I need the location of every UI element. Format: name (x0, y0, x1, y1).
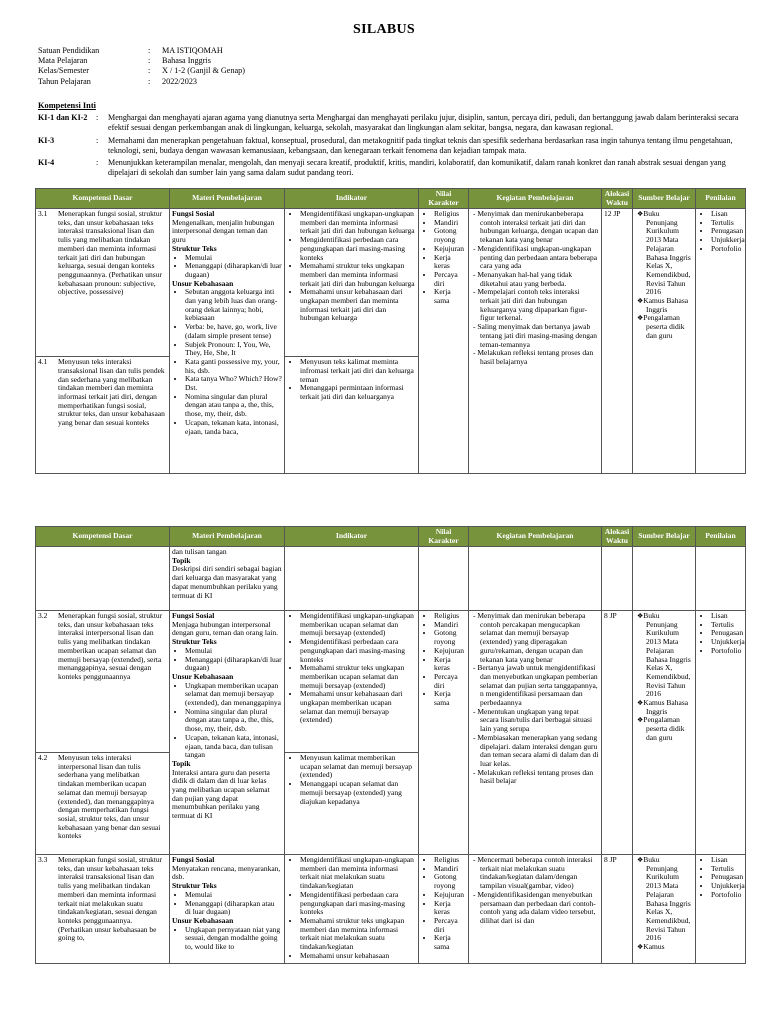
syllabus-table-1 (35, 188, 746, 474)
penilaian-cell (696, 209, 746, 474)
materi-heading: Unsur Kebahasaan (172, 278, 234, 288)
list-item: • Mengidentifikasi perbedaan cara pengungkapan dari masing-masing konteks (300, 236, 416, 262)
list-item: • Kerja sama (434, 288, 466, 305)
list-item: - Saling menyimak dan bertanya jawab tentang jati diri masing-masing dengan teman-temannya (480, 323, 599, 349)
list-item: • Lisan (711, 210, 743, 219)
header-sumber-belajar: Sumber Belajar (633, 189, 696, 209)
list-item: • Menyusun kalimat memberikan ucapan selamat dan memuji bersayap (extended) (300, 754, 416, 780)
materi-cell (170, 855, 285, 964)
table-row (36, 547, 746, 611)
header-alokasi-waktu: Alokasi Waktu (602, 527, 633, 547)
kd-cell (36, 209, 170, 357)
ki-text: Menghargai dan menghayati ajaran agama yang dianutnya serta Menghargai dan menghayati perilaku jujur, disiplin, santun, percaya diri, peduli, dan bertanggung jawab dalam berinteraksi secara efektif sesuai dengan perkembangan anak di lingkungan, keluarga, sekolah, masyarakat dan lingkungan alam sekitar, bangsa, negara, dan kawasan regional. (108, 113, 739, 132)
header-indikator: Indikator (285, 189, 419, 209)
kegiatan-cell (469, 209, 602, 474)
list-item: • Memulai (185, 891, 282, 900)
list-item: • Mengidentifikasi ungkapan-ungkapan memberi dan meminta informasi terkait niat melakukan suatu tindakan/kegiatan (300, 856, 416, 891)
indikator-cell (285, 209, 419, 357)
list-item: ❖ Pengalaman peserta didik dan guru (646, 314, 693, 340)
page-title: SILABUS (352, 22, 416, 37)
sumber-cell (633, 611, 696, 855)
list-item: • Kerja sama (434, 934, 466, 951)
list-item: ❖ Buku Penunjang Kurikulum 2013 Mata Pelajaran Bahasa Inggris Kelas X, Kemendikbud, Revisi Tahun 2016 (646, 612, 693, 699)
list-item: • Kerja keras (434, 254, 466, 271)
kd-number: 3.1 (38, 209, 48, 218)
list-item: • Subjek Pronoun: I, You, We, They, He, She, It (185, 341, 282, 358)
list-item: • Menanggapi ucapan selamat dan memuji bersayap (extended) yang diajukan kepadanya (300, 780, 416, 806)
materi-heading: Struktur Teks (172, 243, 217, 253)
list-item: ❖ Kamus Bahasa Inggris (646, 297, 693, 314)
sumber-cell (633, 547, 696, 611)
indikator-cell (285, 547, 419, 611)
list-item: • Kerja keras (434, 656, 466, 673)
karakter-list (421, 612, 466, 708)
indikator-cell (285, 753, 419, 855)
list-item: - Membiasakan menerapkan yang sedang dipelajari. dalam interaksi dengan guru dan teman secara alami di dalam dan di luar kelas. (480, 734, 599, 769)
header-indikator: Indikator (285, 527, 419, 547)
karakter-list (421, 210, 466, 306)
list-item: • Memulai (185, 647, 282, 656)
penilaian-list (698, 856, 743, 900)
table-header-row (36, 189, 746, 209)
list-item: • Menanggapi (diharapkan/di luar dugaan) (185, 656, 282, 673)
header-sumber-belajar: Sumber Belajar (633, 527, 696, 547)
header-nilai-karakter: Nilai Karakter (419, 189, 469, 209)
sumber-list (635, 612, 693, 743)
penilaian-cell (696, 855, 746, 964)
list-item: • Mengidentifikasi perbedaan cara pengungkapan dari masing-masing konteks (300, 891, 416, 917)
list-item: - Menyimak dan menirukan beberapa contoh percakapan mengucapkan selamat dan memuji bersayap (extended) yang diperagakan guru/rekaman, dengan ucapan dan tekanan kata yang benar (480, 612, 599, 664)
meta-row: Kelas/Semester : X / 1-2 (Ganjil & Genap) (38, 66, 245, 76)
materi-list (172, 254, 282, 280)
indikator-list (287, 612, 416, 725)
materi-heading: Topik (172, 758, 191, 768)
list-item: • Lisan (711, 612, 743, 621)
ki-code: KI-3 (38, 136, 55, 145)
table-row (36, 611, 746, 753)
list-item: • Nomina singular dan plural dengan atau tanpa a, the, this, those, my, their, dsb. (185, 708, 282, 734)
header-nilai-karakter: Nilai Karakter (419, 527, 469, 547)
list-item: • Ucapan, tekanan kata, intonasi, ejaan, tanda baca, (185, 419, 282, 436)
kd-cell (36, 547, 170, 611)
list-item: ❖ Buku Penunjang Kurikulum 2013 Mata Pelajaran Bahasa Inggris Kelas X, Kemendikbud, Revisi Tahun 2016 (646, 210, 693, 297)
materi-text: Mengenalkan, menjalin hubungan interpersonal dengan teman dan guru (172, 217, 275, 245)
sumber-cell (633, 855, 696, 964)
karakter-cell (419, 547, 469, 611)
ki-row: KI-3 : Memahami dan menerapkan pengetahuan faktual, konseptual, prosedural, dan metakognitif pada tingkat teknis dan spesifik sederhana berdasarkan rasa ingin tahunya tentang ilmu pengetahuan, teknologi, seni, budaya dengan wawasan kemanusiaan, kebangsaan, dan kenegaraan terkait fenomena dan kejadian tampak mata. (38, 136, 746, 155)
kegiatan-list (471, 210, 599, 367)
list-item: • Mandiri (434, 865, 466, 874)
list-item: • Mengidentifikasi ungkapan-ungkapan memberi dan meminta informasi terkait jati diri dan hubungan keluarga (300, 210, 416, 236)
list-item: • Unjukkerja (711, 882, 743, 891)
ki-code: KI-4 (38, 158, 55, 167)
list-item: • Penugasan (711, 873, 743, 882)
meta-label: Tahun Pelajaran (38, 76, 91, 86)
list-item: • Kerja sama (434, 690, 466, 707)
list-item: • Menyusun teks kalimat meminta infromasi terkait jati diri dan keluarga teman (300, 358, 416, 384)
header-materi: Materi Pembelajaran (170, 189, 285, 209)
header-kegiatan: Kegiatan Pembelajaran (469, 189, 602, 209)
indikator-list (287, 754, 416, 806)
list-item: • Penugasan (711, 227, 743, 236)
ki-text: Menunjukkan keterampilan menalar, mengolah, dan menyaji secara kreatif, produktif, kritis, mandiri, kolaboratif, dan komunikatif, dalam ranah konkret dan ranah abstrak sesuai dengan yang dipelajari di sekolah dan sumber lain yang sama dalam sudut pandang teori. (108, 158, 726, 177)
kd-number: 4.1 (38, 357, 48, 367)
list-item: • Portofolio (711, 647, 743, 656)
kegiatan-cell (469, 547, 602, 611)
list-item: • Mengidentifikasi ungkapan-ungkapan memberikan ucapan selamat dan memuji bersayap (extended) (300, 612, 416, 638)
indikator-list (287, 358, 416, 402)
list-item: • Tertulis (711, 219, 743, 228)
list-item: - Melakukan refleksi tentang proses dan hasil belajarnya (480, 349, 599, 366)
list-item: - Menanyakan hal-hal yang tidak diketahui atau yang berbeda. (480, 271, 599, 288)
list-item: • Mengidentifikasi perbedaan cara pengungkapan dari masing-masing konteks (300, 638, 416, 664)
list-item: • Mandiri (434, 621, 466, 630)
materi-list (172, 647, 282, 673)
list-item: • Tertulis (711, 865, 743, 874)
kegiatan-list (471, 612, 599, 786)
list-item: • Portofolio (711, 245, 743, 254)
list-item: • Portofolio (711, 891, 743, 900)
header-kompetensi-dasar: Kompetensi Dasar (36, 189, 170, 209)
list-item: • Percaya diri (434, 271, 466, 288)
materi-text: Deskripsi diri sendiri sebagai bagian dari keluarga dan masyarakat yang dapat menumbuhkan perilaku yang termuat di KI (172, 564, 282, 600)
list-item: • Tertulis (711, 621, 743, 630)
sumber-list (635, 856, 693, 952)
meta-value: X / 1-2 (Ganjil & Genap) (162, 66, 245, 76)
header-kompetensi-dasar: Kompetensi Dasar (36, 527, 170, 547)
meta-row: Tahun Pelajaran : 2022/2023 (38, 76, 198, 86)
header-penilaian: Penilaian (696, 189, 746, 209)
table-header-row (36, 527, 746, 547)
ki-row: KI-4 : Menunjukkan keterampilan menalar, mengolah, dan menyaji secara kreatif, produktif, kritis, mandiri, kolaboratif, dan komunikatif, dalam ranah konkret dan ranah abstrak sesuai dengan yang dipelajari di sekolah dan sumber lain yang sama dalam sudut pandang teori. (38, 158, 746, 177)
kd-text: Menerapkan fungsi sosial, struktur teks, dan unsur kebahasaan teks interaksi interpersonal lisan dan tulis yang melibatkan tindakan memberikan ucapan selamat dan memuji bersayap (extended), serta menanggapinya, sesuai dengan konteks penggunaannya (58, 611, 163, 681)
list-item: • Menanggapi (diharapkan/di luar dugaan) (185, 262, 282, 279)
list-item: - Mengidentifikasidengan menyebutkan persamaan dan perbedaan dari contoh-contoh yang ada dalam video tersebut, dilihat dari isi dan (480, 891, 599, 926)
list-item: • Kata tanya Who? Which? How? Dst. (185, 375, 282, 392)
list-item: • Unjukkerja (711, 236, 743, 245)
karakter-cell (419, 209, 469, 474)
meta-value: MA ISTIQOMAH (162, 46, 223, 55)
list-item: • Gotong royong (434, 629, 466, 646)
meta-value: 2022/2023 (162, 76, 198, 86)
list-item: • Lisan (711, 856, 743, 865)
list-item: • Kejujuran (434, 647, 466, 656)
materi-cell (170, 547, 285, 611)
indikator-cell (285, 855, 419, 964)
penilaian-list (698, 612, 743, 656)
list-item: • Ucapan, tekanan kata, intonasi, ejaan, tanda baca, dan tulisan tangan (185, 734, 282, 760)
list-item: - Mempelajari contoh teks interaksi terkait jati diri dan hubungan keluarganya yang dipaparkan figur-figur terkenal. (480, 288, 599, 323)
materi-heading: Fungsi Sosial (172, 612, 215, 620)
ki-row: KI-1 dan KI-2 : Menghargai dan menghayati ajaran agama yang dianutnya serta Menghargai dan menghayati perilaku jujur, disiplin, santun, percaya diri, peduli, dan bertanggung jawab dalam berinteraksi secara efektif sesuai dengan perkembangan anak di lingkungan, keluarga, sekolah, masyarakat dan lingkungan alam sekitar, bangsa, negara, dan kawasan regional. (38, 113, 746, 132)
waktu-cell: 8 JP (602, 611, 633, 855)
list-item: • Religius (434, 856, 466, 865)
materi-text: Menyatakan rencana, menyarankan, dsb. (172, 863, 281, 882)
table-row (36, 209, 746, 357)
sumber-list (635, 210, 693, 341)
ki-text: Memahami dan menerapkan pengetahuan faktual, konseptual, prosedural, dan metakognitif pada tingkat teknis dan spesifik sederhana berdasarkan rasa ingin tahunya tentang ilmu pengetahuan, teknologi, seni, budaya dengan wawasan kemanusiaan, kebangsaan, dan kenegaraan terkait fenomena dan kejadian tampak mata. (108, 136, 733, 155)
list-item: • Ungkapan memberikan ucapan selamat dan memuji bersayap (extended), dan menanggapinya (185, 682, 282, 708)
meta-value: Bahasa Inggris (162, 56, 211, 66)
materi-heading: Unsur Kebahasaan (172, 671, 234, 681)
list-item: • Gotong royong (434, 227, 466, 244)
header-alokasi-waktu: Alokasi Waktu (602, 189, 633, 209)
meta-label: Kelas/Semester (38, 66, 89, 76)
header-kegiatan: Kegiatan Pembelajaran (469, 527, 602, 547)
indikator-list (287, 856, 416, 960)
list-item: • Kejujuran (434, 245, 466, 254)
indikator-list (287, 210, 416, 323)
waktu-cell (602, 547, 633, 611)
list-item: • Mandiri (434, 219, 466, 228)
kd-cell (36, 855, 170, 964)
list-item: • Memahami struktur teks ungkapan memberi dan meminta informasi terkait niat melakukan suatu tindakan/kegiatan (300, 917, 416, 952)
list-item: • Verba: be, have, go, work, live (dalam simple present tense) (185, 323, 282, 340)
kd-cell (36, 357, 170, 474)
meta-row: Mata Pelajaran : Bahasa Inggris (38, 56, 211, 66)
list-item: ❖ Kamus Bahasa Inggris (646, 699, 693, 716)
list-item: • Menanggapi (diharapkan atau di luar dugaan) (185, 900, 282, 917)
list-item: - Melakukan refleksi tentang proses dan hasil belajar (480, 769, 599, 786)
identity-block (38, 46, 245, 87)
kd-text: Menyusun teks interaksi interpersonal lisan dan tulis sederhana yang melibatkan tindakan memberikan ucapan selamat dan memuji bersayap (extended), dan menanggapinya dengan memperhatikan fungsi sosial, struktur teks, dan unsur kebahasaan yang benar dan sesuai konteks (58, 753, 161, 841)
waktu-cell: 12 JP (602, 209, 633, 474)
materi-list (172, 288, 282, 436)
syllabus-table-2 (35, 526, 746, 964)
penilaian-cell (696, 547, 746, 611)
kd-number: 4.2 (38, 753, 48, 762)
materi-heading: Topik (172, 555, 191, 565)
list-item: ❖ Pengalaman peserta didik dan guru (646, 716, 693, 742)
list-item: - Menentukan ungkapan yang tepat secara lisan/tulis dari berbagai situasi lain yang serupa (480, 708, 599, 734)
list-item: • Percaya diri (434, 917, 466, 934)
list-item: • Gotong royong (434, 873, 466, 890)
header-materi: Materi Pembelajaran (170, 527, 285, 547)
kd-text: Menerapkan fungsi sosial, struktur teks, dan unsur kebahasaan teks interaksi transaksional lisan dan tulis yang melibatkan tindakan memberi dan meminta informasi terkait jati diri dan hubungan keluarga, sesuai dengan konteks penggunaannya. (Perhatikan unsur kebahasaan pronoun: subjective, objective, possessive) (58, 209, 163, 297)
kd-cell (36, 611, 170, 753)
materi-text: dan tulisan tangan (172, 547, 227, 556)
materi-text: Interaksi antara guru dan peserta didik di dalam dan di luar kelas yang melibatkan ucapan selamat dan pujian yang dapat menumbuhkan perilaku yang termuat di KI (172, 767, 270, 821)
indikator-cell (285, 611, 419, 753)
list-item: ❖ Buku Penunjang Kurikulum 2013 Mata Pelajaran Bahasa Inggris Kelas X, Kemendikbud, Revisi Tahun 2016 (646, 856, 693, 943)
ki-code: KI-1 dan KI-2 (38, 113, 88, 122)
kegiatan-cell (469, 611, 602, 855)
list-item: - Mengidentifikasi ungkapan-ungkapan penting dan perbedaan antara beberapa cara yang ada (480, 245, 599, 271)
kd-number: 3.2 (38, 611, 48, 620)
list-item: • Memahami unsur kebahasaan dari ungkapan memberikan ucapan selamat dan memuji bersayap (extended) (300, 690, 416, 725)
kd-text: Menyusun teks interaksi transaksional lisan dan tulis pendek dan sederhana yang melibatkan tindakan memberi dan meminta informasi terkait jati diri, dengan memperhatikan fungsi sosial, struktur teks, dan unsur kebahasaan yang benar dan sesuai konteks (58, 357, 165, 428)
penilaian-cell (696, 611, 746, 855)
ki-heading: Kompetensi Inti (38, 101, 96, 110)
list-item: • Memahami struktur teks ungkapan memberikan ucapan selamat dan memuji bersayap (extended) (300, 664, 416, 690)
list-item: • Memahami struktur teks ungkapan memberi dan meminta informasi terkait jati diri dan hubungan keluarga (300, 262, 416, 288)
meta-label: Mata Pelajaran (38, 56, 88, 66)
meta-row: Satuan Pendidikan : MA ISTIQOMAH (38, 46, 223, 55)
materi-text: Menjaga hubungan interpersonal dengan guru, teman dan orang lain. (172, 619, 279, 638)
materi-heading: Fungsi Sosial (172, 856, 215, 864)
kd-number: 3.3 (38, 856, 48, 864)
karakter-cell (419, 611, 469, 855)
list-item: • Sebutan anggota keluarga inti dan yang lebih luas dan orang-orang dekat lainnya; hobi, kebiasaan (185, 288, 282, 323)
list-item: • Kata ganti possessive my, your, his, dsb. (185, 358, 282, 375)
list-item: • Memulai (185, 254, 282, 263)
materi-list (172, 926, 282, 952)
sumber-cell (633, 209, 696, 474)
meta-label: Satuan Pendidikan (38, 46, 100, 55)
list-item: • Kejujuran (434, 891, 466, 900)
kd-text: Menerapkan fungsi sosial, struktur teks, dan unsur kebahasaan teks interaksi transaksional lisan dan tulis yang melibatkan tindakan memberi dan meminta informasi terkait niat melakukan suatu tindakan/kegiatan, sesuai dengan konteks penggunaannya. (Perhatikan unsur kebahasaan be going to, (58, 856, 163, 943)
kd-cell (36, 753, 170, 855)
materi-cell (170, 209, 285, 474)
materi-list (172, 891, 282, 917)
indikator-cell (285, 357, 419, 474)
list-item: - Mencermati beberapa contoh interaksi terkait niat melakukan suatu tindakan/kegiatan dalam/dengan tampilan visual(gambar, video) (480, 856, 599, 891)
materi-heading: Struktur Teks (172, 637, 217, 647)
list-item: • Percaya diri (434, 673, 466, 690)
kegiatan-list (471, 856, 599, 926)
list-item: • Ungkapan pernyataan niat yang sesuai, dengan modalthe going to, would like to (185, 926, 282, 952)
materi-list (172, 682, 282, 760)
list-item: • Unjukkerja (711, 638, 743, 647)
materi-cell (170, 611, 285, 855)
list-item: • Religius (434, 210, 466, 219)
header-penilaian: Penilaian (696, 527, 746, 547)
waktu-cell: 8 JP (602, 855, 633, 964)
list-item: • Kerja keras (434, 900, 466, 917)
list-item: • Menanggapi permintaan informasi terkait jati diri dan keluarganya (300, 384, 416, 401)
materi-heading: Fungsi Sosial (172, 210, 215, 218)
list-item: • Nomina singular dan plural dengan atau tanpa a, the, this, those, my, their, dsb. (185, 393, 282, 419)
karakter-list (421, 856, 466, 952)
table-row (36, 855, 746, 964)
materi-heading: Unsur Kebahasaan (172, 915, 234, 925)
karakter-cell (419, 855, 469, 964)
list-item: - Menyimak dan menirukanbeberapa contoh interaksi terkait jati diri dan hubungan keluarga, dengan ucapan dan tekanan kata yang benar (480, 210, 599, 245)
list-item: • Memahami unsur kebahasaan (300, 952, 416, 961)
list-item: • Penugasan (711, 629, 743, 638)
list-item: - Bertanya jawab untuk mengidentifikasi dan menyebutkan ungkapan pemberian selamat dan pujian serta tanggapannya, n mengidentifikasi persamaan dan perbedaannya (480, 664, 599, 708)
materi-heading: Struktur Teks (172, 881, 217, 891)
list-item: • Religius (434, 612, 466, 621)
list-item: ❖ Kamus (646, 943, 693, 952)
kegiatan-cell (469, 855, 602, 964)
list-item: • Memahami unsur kebahasaan dari ungkapan memberi dan meminta informasi terkait jati diri dan hubungan keluarga (300, 288, 416, 323)
penilaian-list (698, 210, 743, 254)
